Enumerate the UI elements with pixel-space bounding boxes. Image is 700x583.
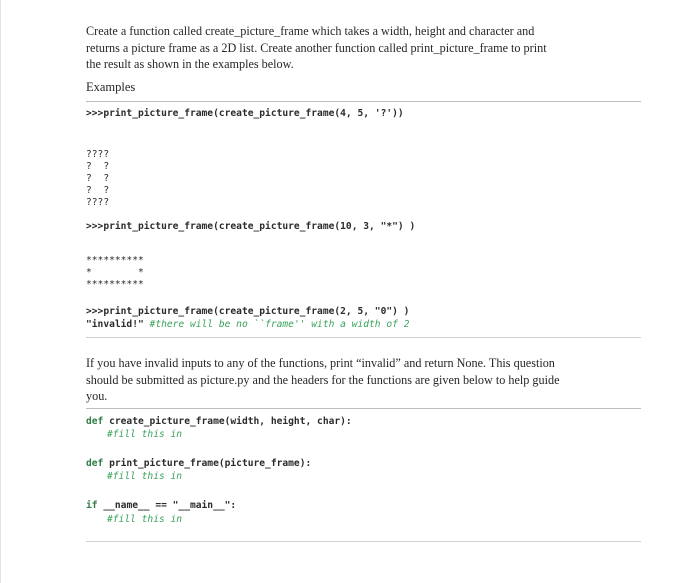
intro-line-2: returns a picture frame as a 2D list. Create another function called print_picture_frame to print [86, 40, 547, 55]
example3-result: "invalid!" [86, 319, 144, 330]
fill-comment: #fill this in [107, 471, 183, 482]
example1-output-line: ? ? [86, 161, 110, 172]
example1-output-line: ? ? [86, 173, 110, 184]
example1-output-line: ? ? [86, 185, 110, 196]
print-function-header [86, 458, 311, 470]
example3-result-line [86, 319, 409, 331]
example1-output [86, 137, 109, 209]
intro-line-1: Create a function called create_picture_frame which takes a width, height and character and [86, 24, 535, 38]
if-keyword: if [86, 500, 98, 511]
example3-call: >>>print_picture_frame(create_picture_frame(2, 5, "0") ) [86, 306, 410, 317]
headers-bottom-rule [86, 541, 641, 542]
print-signature: print_picture_frame(picture_frame): [103, 458, 312, 469]
example2-output-line: ********** [86, 255, 144, 266]
main-guard: __name__ == "__main__": [97, 500, 237, 511]
note-line-1: If you have invalid inputs to any of the functions, print “invalid” and return None. This question [86, 356, 555, 370]
intro-line-3: the result as shown in the examples below. [86, 57, 294, 71]
intro-paragraph [86, 23, 641, 73]
example1-call: >>>print_picture_frame(create_picture_frame(4, 5, '?')) [86, 108, 404, 119]
example2-output [86, 243, 144, 291]
fill-comment: #fill this in [107, 514, 183, 525]
note-line-2: should be submitted as picture.py and the headers for the functions are given below to help guide [86, 372, 560, 387]
create-signature: create_picture_frame(width, height, char): [103, 416, 352, 427]
create-function-header [86, 416, 352, 428]
example2-output-line: * * [86, 267, 144, 278]
example2-call: >>>print_picture_frame(create_picture_frame(10, 3, "*") ) [86, 221, 416, 232]
def-keyword: def [86, 416, 104, 427]
fill-comment: #fill this in [107, 429, 183, 440]
example2-output-line: ********** [86, 279, 144, 290]
example1-output-line: ???? [86, 149, 110, 160]
example1-output-line: ???? [86, 197, 110, 208]
example3-comment: #there will be no ``frame'' with a width of 2 [149, 319, 410, 330]
note-line-3: you. [86, 389, 108, 403]
headers-top-rule [86, 408, 641, 409]
examples-heading: Examples [86, 80, 136, 94]
note-paragraph [86, 355, 641, 405]
examples-bottom-rule [86, 337, 641, 338]
examples-top-rule [86, 101, 641, 102]
def-keyword: def [86, 458, 104, 469]
main-guard-line [86, 500, 236, 512]
